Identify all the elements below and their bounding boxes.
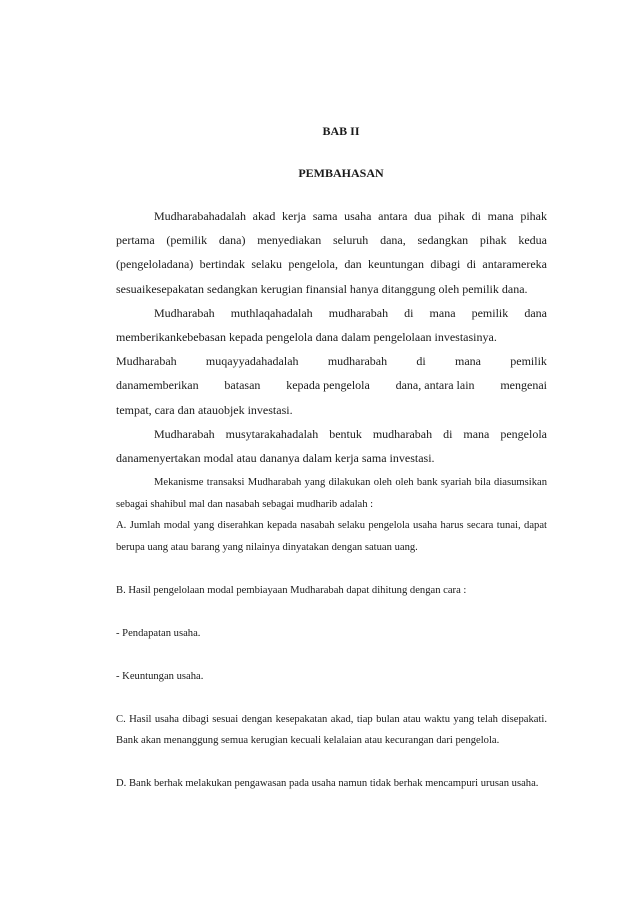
spacer: [116, 687, 547, 709]
word: mengenai: [500, 378, 547, 393]
spacer: [116, 558, 547, 580]
word: kepada pengelola: [286, 378, 370, 393]
word: danamemberikan: [116, 378, 199, 393]
item-d: D. Bank berhak melakukan pengawasan pada usaha namun tidak berhak mencampuri urusan usaha.: [116, 778, 539, 790]
paragraph-mudharabah-muthlaqah: Mudharabah muthlaqahadalah mudharabah di mana pemilik dana memberikankebebasan kepada pengelola dana dalam pengelolaan investasinya.: [116, 305, 547, 345]
spacer: [116, 752, 547, 774]
document-body: [116, 204, 547, 795]
paragraph-mudharabah-definition: Mudharabahadalah akad kerja sama usaha antara dua pihak di mana pihak pertama (pemilik dana) menyediakan seluruh dana, sedangkan pihak kedua (pengeloladana) bertindak selaku pengelola, dan keuntungan dibagi di antaramereka sesuaikesepakatan sedangkan kerugian finansial hanya ditanggung oleh pemilik dana.: [116, 209, 547, 296]
word: mudharabah: [327, 354, 388, 369]
item-b: B. Hasil pengelolaan modal pembiayaan Mudharabah dapat dihitung dengan cara :: [116, 584, 467, 596]
paragraph-muqayyadah-line-1: [116, 349, 547, 373]
word: Mudharabah: [116, 354, 177, 369]
word: di: [416, 354, 426, 369]
spacer: [116, 601, 547, 623]
item-c: C. Hasil usaha dibagi sesuai dengan kesepakatan akad, tiap bulan atau waktu yang telah disepakati. Bank akan menanggung semua kerugian kecuali kelalaian atau kecurangan dari pengelola.: [116, 713, 547, 747]
paragraph-mudharabah-musytarakah: Mudharabah musytarakahadalah bentuk mudharabah di mana pengelola danamenyertakan modal atau dananya dalam kerja sama investasi.: [116, 426, 547, 466]
page-title: PEMBAHASAN: [298, 166, 384, 180]
item-b-2: - Keuntungan usaha.: [116, 670, 204, 682]
word: muqayyadahadalah: [205, 354, 299, 369]
word: pemilik: [510, 354, 547, 369]
paragraph-muqayyadah-end: tempat, cara dan atauobjek investasi.: [116, 402, 293, 417]
item-a: A. Jumlah modal yang diserahkan kepada nasabah selaku pengelola usaha harus secara tunai, dapat berupa uang atau barang yang nilainya dinyatakan dengan satuan uang.: [116, 520, 547, 553]
word: mana: [455, 354, 481, 369]
word: batasan: [224, 378, 261, 393]
word: dana, antara lain: [395, 378, 475, 393]
item-b-1: - Pendapatan usaha.: [116, 627, 201, 639]
chapter-heading: BAB II: [322, 124, 360, 138]
spacer: [116, 644, 547, 666]
paragraph-muqayyadah-line-2: [116, 373, 547, 397]
paragraph-mekanisme: Mekanisme transaksi Mudharabah yang dilakukan oleh oleh bank syariah bila diasumsikan sebagai shahibul mal dan nasabah sebagai mudharib adalah :: [116, 477, 547, 510]
